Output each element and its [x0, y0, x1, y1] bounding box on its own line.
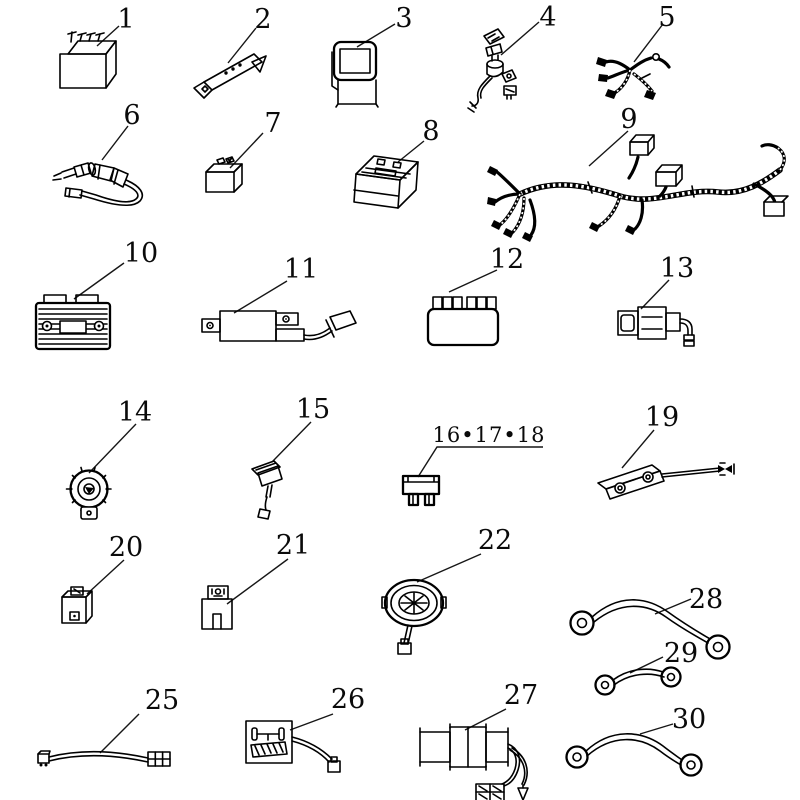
part-30-cable-ring-terminals	[567, 734, 702, 776]
label-22: 22	[477, 525, 513, 556]
label-1: 1	[117, 4, 135, 35]
part-10-regulator-rectifier	[36, 295, 110, 349]
part-6-spark-plug-with-cap	[53, 162, 142, 205]
leader-15	[272, 422, 311, 462]
label-14: 14	[117, 397, 153, 428]
label-2: 2	[254, 4, 272, 35]
label-5: 5	[658, 2, 676, 33]
leader-2	[228, 28, 256, 63]
leader-22	[417, 554, 481, 582]
leader-14	[89, 424, 136, 473]
leader-7	[230, 133, 263, 168]
label-19: 19	[644, 402, 680, 433]
label-26: 26	[330, 684, 366, 715]
part-21-small-relay	[202, 586, 232, 629]
leader-20	[87, 560, 124, 594]
leader-3	[357, 24, 395, 47]
part-15-small-switch	[252, 461, 282, 519]
leader-10	[74, 263, 124, 299]
label-27: 27	[503, 680, 539, 711]
part-13-sensor-with-lead	[618, 307, 694, 346]
label-12: 12	[489, 244, 525, 275]
leader-19	[622, 430, 654, 468]
label-13: 13	[659, 253, 695, 284]
part-20-small-relay	[62, 587, 92, 623]
label-11: 11	[283, 254, 319, 285]
label-21: 21	[275, 530, 311, 561]
part-1-relay	[60, 32, 116, 88]
label-8: 8	[422, 116, 440, 147]
label-29: 29	[663, 638, 699, 669]
label-25: 25	[144, 685, 180, 716]
part-25-cable-with-connector	[38, 751, 170, 767]
leader-13	[641, 280, 669, 309]
part-7-small-relay	[206, 157, 242, 192]
label-20: 20	[108, 532, 144, 563]
leader-11	[234, 281, 287, 313]
leader-4	[501, 22, 539, 55]
leader-6	[102, 126, 128, 160]
part-9-main-wire-harness	[487, 135, 788, 242]
part-16-18-fuse	[403, 476, 439, 505]
leader-lines	[74, 22, 691, 753]
part-22-horn	[382, 580, 446, 654]
leader-16-18	[418, 447, 543, 477]
part-14-round-switch	[67, 468, 112, 520]
leader-9	[589, 131, 628, 166]
part-5-sub-wire-harness	[596, 54, 669, 100]
label-6: 6	[123, 100, 141, 131]
leader-8	[398, 141, 424, 162]
label-4: 4	[539, 2, 557, 33]
label-7: 7	[264, 108, 282, 139]
label-28: 28	[688, 584, 724, 615]
part-12-cdi-unit	[428, 297, 498, 345]
label-10: 10	[123, 238, 159, 269]
label-9: 9	[620, 104, 638, 135]
part-8-battery	[354, 156, 418, 208]
label-30: 30	[671, 704, 707, 735]
label-3: 3	[395, 3, 413, 34]
part-11-ignition-coil	[202, 311, 356, 341]
leader-30	[640, 724, 673, 734]
label-15: 15	[295, 394, 331, 425]
part-27-solenoid-with-leads	[420, 724, 528, 800]
part-19-unit-with-long-lead	[598, 463, 734, 499]
label-16-17-18: 16•17•18	[432, 423, 546, 447]
leader-21	[227, 559, 288, 604]
part-29-cable-ring-terminals	[596, 668, 681, 695]
leader-26	[290, 714, 333, 730]
part-4-switch-with-lead	[468, 29, 516, 112]
part-3-flasher-relay-box	[332, 42, 378, 107]
leader-25	[100, 714, 139, 753]
